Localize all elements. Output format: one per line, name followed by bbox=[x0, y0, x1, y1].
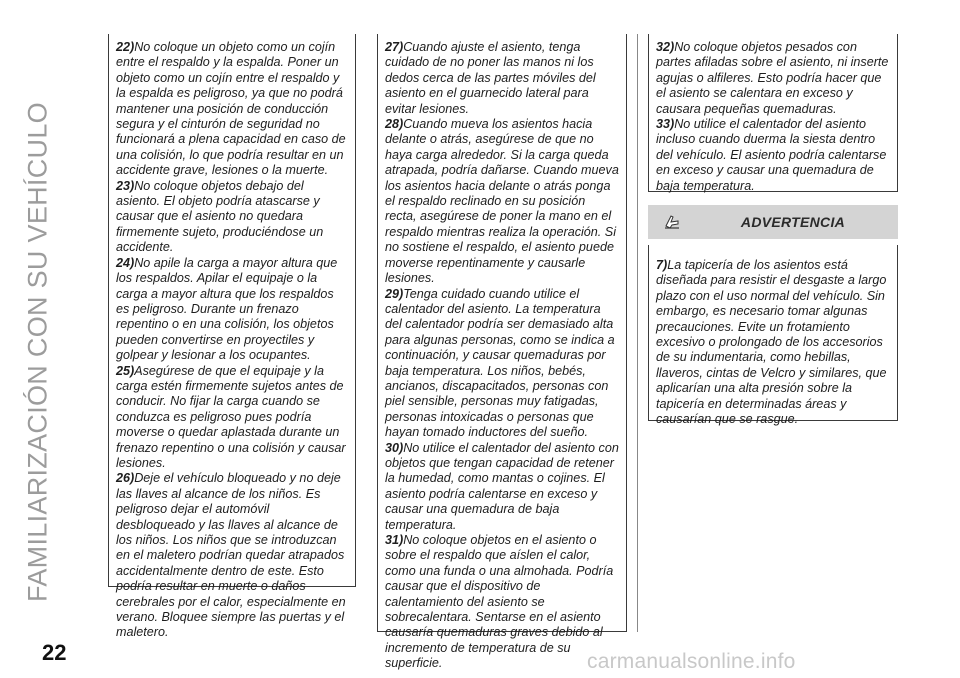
note-number: 28) bbox=[385, 117, 404, 132]
note-text: No coloque objetos pesados con partes afiladas sobre el asiento, ni inserte agujas o alfileres. Esto podría hacer que el asiento se calentara en exceso y causara pequeñas quemaduras. bbox=[656, 40, 889, 116]
note-number: 7) bbox=[656, 258, 668, 272]
note-text: No apile la carga a mayor altura que los respaldos. Apilar el equipaje o la carga a mayor altura que los respaldos es peligroso. Durante un frenazo repentino o en una colisión, los objetos pueden convertirse en proyectiles y golpear y lesionar a los ocupantes. bbox=[116, 255, 338, 363]
note-text: Cuando ajuste el asiento, tenga cuidado de no poner las manos ni los dedos cerca de las partes móviles del asiento en el guarnecido lateral para evitar lesiones. bbox=[385, 40, 596, 116]
note-item bbox=[656, 117, 891, 194]
note-number: 26) bbox=[116, 471, 135, 486]
note-text: No coloque objetos debajo del asiento. El objeto podría atascarse y causar que el asiento no quedara firmemente sujeto, produciéndose un accidente. bbox=[116, 178, 324, 255]
note-item bbox=[385, 533, 620, 672]
watermark: carmanualsonline.info bbox=[587, 650, 796, 673]
note-number: 23) bbox=[116, 178, 135, 193]
note-text: Deje el vehículo bloqueado y no deje las llaves al alcance de los niños. Es peligroso dejar el automóvil desbloqueado y las llaves al alcance de los niños. Los niños que se introduzcan en el maletero podrían quedar atrapados accidentalmente dentro de este. Esto podría resultar en muerte o daños cerebrales por el calor, especialmente en verano. Bloquee siempre las puertas y el maletero. bbox=[116, 471, 346, 640]
warning-body bbox=[648, 245, 898, 427]
warning-header bbox=[648, 205, 898, 239]
note-number: 31) bbox=[385, 533, 404, 547]
note-item bbox=[116, 179, 349, 256]
warning-title: ADVERTENCIA bbox=[740, 214, 846, 230]
hand-warning-icon bbox=[662, 212, 682, 237]
note-text: No utilice el calentador del asiento con objetos que tengan capacidad de retener la humedad, como mantas o cojines. El asiento podría calentarse en exceso y causar una quemadura de baja temperatura. bbox=[385, 440, 619, 532]
note-number: 32) bbox=[656, 40, 675, 54]
note-text: No utilice el calentador del asiento incluso cuando duerma la siesta dentro del vehículo. El asiento podría calentarse en exceso y causar una quemadura de baja temperatura. bbox=[656, 117, 887, 193]
note-number: 29) bbox=[385, 286, 404, 301]
note-item bbox=[385, 287, 620, 441]
note-item bbox=[385, 441, 620, 533]
note-number: 27) bbox=[385, 40, 404, 54]
notes-column-3 bbox=[648, 34, 898, 192]
note-text: No coloque un objeto como un cojín entre el respaldo y la espalda. Poner un objeto como un cojín entre el respaldo y la espalda es peligroso, ya que no podrá mantener una posición de conducción segura y el cinturón de seguridad no funcionará a plena capacidad en caso de una colisión, lo que podría resultar en un accidente grave, lesiones o la muerte. bbox=[116, 40, 346, 178]
note-text: Cuando mueva los asientos hacia delante o atrás, asegúrese de que no haya carga alrededor. Si la carga queda atrapada, podría dañarse. Cuando mueva los asientos hacia delante o atrás ponga el respaldo reclinado en su posición recta, asegúrese de poner la mano en el respaldo mientras realiza la operación. Si no sostiene el respaldo, el asiento puede moverse repentinamente y causarle lesiones. bbox=[385, 117, 619, 286]
note-item bbox=[656, 40, 891, 117]
note-text: Tenga cuidado cuando utilice el calentador del asiento. La temperatura del calentador podría ser demasiado alta para algunas personas, como se indica a continuación, y causar quemaduras por baja temperatura. Los niños, bebés, ancianos, discapacitados, personas con piel sensible, personas muy fatigadas, personas intoxicadas o personas que hayan tomado inductores del sueño. bbox=[385, 286, 615, 440]
column-divider bbox=[637, 34, 638, 632]
note-text: La tapicería de los asientos está diseñada para resistir el desgaste a largo plazo con el uso normal del vehículo. Sin embargo, es necesario tomar algunas precauciones. Evite un frotamiento excesivo o prolongado de los accesorios de su indumentaria, como hebillas, llaveros, cintas de Velcro y similares, que aplicarían una alta presión sobre la tapicería en determinadas áreas y causarían que se rasgue. bbox=[656, 258, 887, 427]
note-number: 22) bbox=[116, 40, 135, 54]
note-item bbox=[656, 258, 891, 427]
note-item bbox=[116, 471, 349, 640]
notes-column-2 bbox=[377, 34, 627, 671]
note-item bbox=[116, 40, 349, 179]
note-text: No coloque objetos en el asiento o sobre el respaldo que aíslen el calor, como una funda o una almohada. Podría causar que el dispositivo de calentamiento del asiento se sobrecalentara. Sentarse en el asiento causaría quemaduras graves debido al incremento de temperatura de su superficie. bbox=[385, 533, 614, 671]
note-item bbox=[385, 40, 620, 117]
note-number: 24) bbox=[116, 255, 135, 270]
note-number: 30) bbox=[385, 440, 404, 455]
notes-column-1 bbox=[108, 34, 356, 640]
note-number: 25) bbox=[116, 363, 135, 378]
note-item bbox=[116, 364, 349, 472]
note-item bbox=[385, 117, 620, 286]
page-number: 22 bbox=[42, 640, 67, 665]
note-item bbox=[116, 256, 349, 364]
note-number: 33) bbox=[656, 117, 675, 132]
chapter-side-title: FAMILIARIZACIÓN CON SU VEHÍCULO bbox=[22, 102, 53, 602]
note-text: Asegúrese de que el equipaje y la carga estén firmemente sujetos antes de conducir. No fijar la carga cuando se conduzca es peligroso pues podría moverse o quedar aplastada durante un frenazo repentino o una colisión y causar lesiones. bbox=[116, 363, 346, 470]
